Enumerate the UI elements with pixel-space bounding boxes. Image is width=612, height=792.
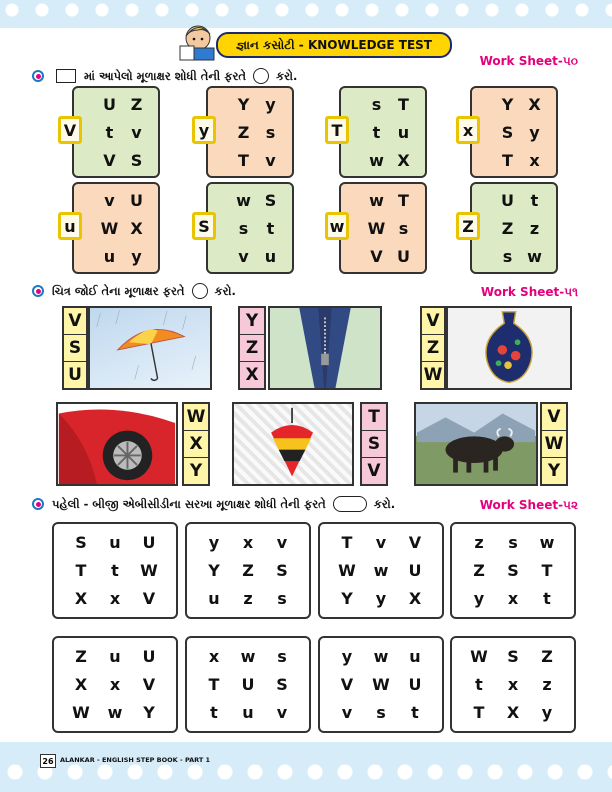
match-letter[interactable]: T	[541, 560, 553, 580]
match-letter[interactable]: V	[340, 674, 354, 694]
match-letter[interactable]: V	[408, 532, 422, 552]
letter-tile	[72, 86, 160, 178]
worksheet-51-label: Work Sheet-૫૧	[480, 285, 578, 299]
choice-letter[interactable]: u	[397, 122, 410, 142]
worksheet-52-label: Work Sheet-૫૨	[479, 498, 578, 512]
match-box	[52, 636, 178, 733]
key-letter-box: V	[58, 116, 82, 144]
choice-letter[interactable]: t	[530, 190, 539, 210]
key-letter-box: Z	[456, 212, 480, 240]
match-letter[interactable]: T	[341, 532, 353, 552]
match-letter[interactable]: y	[473, 589, 485, 609]
instruction-50: માં આપેલો મૂળાક્ષર શોધી તેની ફરતે કરો.	[32, 68, 297, 84]
yak-image	[414, 402, 538, 486]
match-letter[interactable]: w	[539, 532, 555, 552]
match-letter[interactable]: t	[111, 560, 119, 580]
choice-letter[interactable]: v	[104, 190, 115, 210]
match-letter[interactable]: y	[375, 589, 387, 609]
match-letter[interactable]: T	[473, 703, 485, 723]
match-letter[interactable]: W	[338, 560, 356, 580]
match-letter[interactable]: X	[506, 703, 520, 723]
match-letter[interactable]: U	[408, 560, 422, 580]
key-letter-box: S	[192, 212, 216, 240]
match-letter[interactable]: W	[372, 674, 390, 694]
letters-zipper: Y Z X	[238, 306, 266, 390]
choice-letter[interactable]: T	[502, 150, 513, 170]
match-letter[interactable]: S	[276, 674, 288, 694]
letter-tile	[206, 86, 294, 178]
letters-wheel: W X Y	[182, 402, 210, 486]
match-letter[interactable]: w	[240, 646, 256, 666]
choice-letter[interactable]: t	[372, 122, 381, 142]
choice-letter[interactable]: V	[103, 150, 116, 170]
choice-letter[interactable]: y	[131, 246, 142, 266]
choice-letter[interactable]: Y	[237, 94, 250, 114]
match-letter[interactable]: y	[541, 703, 553, 723]
key-letter-box: w	[325, 212, 349, 240]
choice-letter[interactable]: s	[398, 218, 409, 238]
match-letter[interactable]: Z	[242, 560, 254, 580]
match-letter[interactable]: y	[208, 532, 220, 552]
match-letter[interactable]: v	[341, 703, 353, 723]
choice-letter[interactable]: V	[370, 246, 383, 266]
choice-letter[interactable]: s	[265, 122, 276, 142]
match-letter[interactable]: U	[241, 674, 255, 694]
match-letter[interactable]: v	[276, 532, 288, 552]
key-letter-box: T	[325, 116, 349, 144]
match-box	[52, 522, 178, 619]
letters-umbrella: V S U	[62, 306, 88, 390]
choice-letter[interactable]: X	[130, 218, 143, 238]
choice-letter[interactable]: U	[103, 94, 116, 114]
match-letter[interactable]: X	[74, 674, 88, 694]
instruction-51: ચિત્ર જોઈ તેના મૂળાક્ષર ફરતે કરો.	[32, 283, 236, 299]
match-letter[interactable]: U	[408, 674, 422, 694]
choice-letter[interactable]: t	[105, 122, 114, 142]
choice-letter[interactable]: s	[238, 218, 249, 238]
match-letter[interactable]: W	[140, 560, 158, 580]
match-letter[interactable]: v	[276, 703, 288, 723]
match-letter[interactable]: S	[276, 560, 288, 580]
match-letter[interactable]: s	[508, 532, 518, 552]
match-letter[interactable]: U	[142, 532, 156, 552]
match-letter[interactable]: T	[75, 560, 87, 580]
match-letter[interactable]: t	[543, 589, 551, 609]
choice-letter[interactable]: S	[501, 122, 514, 142]
page-number: 26	[40, 754, 56, 768]
letter-tile	[339, 86, 427, 178]
choice-letter[interactable]: T	[238, 150, 249, 170]
match-letter[interactable]: S	[507, 560, 519, 580]
match-letter[interactable]: V	[142, 674, 156, 694]
choice-letter[interactable]: w	[527, 246, 542, 266]
match-letter[interactable]: t	[210, 703, 218, 723]
match-letter[interactable]: T	[208, 674, 220, 694]
match-box	[185, 522, 311, 619]
match-letter[interactable]: z	[474, 532, 484, 552]
match-letter[interactable]: z	[243, 589, 253, 609]
match-letter[interactable]: Y	[208, 560, 220, 580]
match-letter[interactable]: x	[109, 589, 121, 609]
umbrella-image	[88, 306, 212, 390]
match-letter[interactable]: X	[74, 589, 88, 609]
choice-letter[interactable]: Z	[237, 122, 250, 142]
choice-letter[interactable]: X	[528, 94, 541, 114]
match-letter[interactable]: s	[376, 703, 386, 723]
bottom-decor-band	[0, 742, 612, 792]
choice-letter[interactable]: Z	[130, 94, 143, 114]
oval-icon	[333, 496, 367, 512]
choice-letter[interactable]: T	[398, 94, 409, 114]
letters-vase: V Z W	[420, 306, 446, 390]
instruction-52: પહેલી - બીજી એબીસીડીના સરખા મૂળાક્ષર શોધી તેની ફરતે કરો.	[32, 496, 395, 512]
match-letter[interactable]: u	[242, 703, 254, 723]
circle-icon	[192, 283, 208, 299]
match-letter[interactable]: Y	[341, 589, 353, 609]
match-letter[interactable]: S	[507, 646, 519, 666]
choice-letter[interactable]: z	[529, 218, 540, 238]
match-box	[318, 522, 444, 619]
square-icon	[56, 69, 76, 83]
match-letter[interactable]: x	[242, 532, 254, 552]
choice-letter[interactable]: X	[397, 150, 410, 170]
match-letter[interactable]: W	[72, 703, 90, 723]
match-letter[interactable]: Y	[143, 703, 155, 723]
match-letter[interactable]: x	[208, 646, 220, 666]
match-letter[interactable]: s	[277, 589, 287, 609]
spinning-top-image	[232, 402, 354, 486]
match-letter[interactable]: w	[373, 646, 389, 666]
choice-letter[interactable]: w	[369, 190, 384, 210]
choice-letter[interactable]: t	[266, 218, 275, 238]
letter-tile	[470, 86, 558, 178]
choice-letter[interactable]: s	[502, 246, 513, 266]
choice-letter[interactable]: u	[103, 246, 116, 266]
choice-letter[interactable]: s	[371, 94, 382, 114]
match-letter[interactable]: w	[107, 703, 123, 723]
choice-letter[interactable]: T	[398, 190, 409, 210]
letters-yak: V W Y	[540, 402, 568, 486]
key-letter-box: u	[58, 212, 82, 240]
choice-letter[interactable]: v	[265, 150, 276, 170]
title-banner	[178, 22, 458, 62]
choice-letter[interactable]: y	[265, 94, 276, 114]
match-letter[interactable]: x	[507, 589, 519, 609]
choice-letter[interactable]: U	[397, 246, 410, 266]
key-letter-box: y	[192, 116, 216, 144]
bullet-icon	[32, 498, 44, 510]
choice-letter[interactable]: w	[236, 190, 251, 210]
match-letter[interactable]: y	[341, 646, 353, 666]
bullet-icon	[32, 285, 44, 297]
match-letter[interactable]: z	[542, 674, 552, 694]
match-letter[interactable]: w	[373, 560, 389, 580]
choice-letter[interactable]: U	[501, 190, 514, 210]
match-letter[interactable]: Z	[75, 646, 87, 666]
choice-letter[interactable]: x	[529, 150, 540, 170]
match-letter[interactable]: u	[109, 532, 121, 552]
match-letter[interactable]: V	[142, 589, 156, 609]
zipper-image	[268, 306, 382, 390]
choice-letter[interactable]: W	[367, 218, 386, 238]
choice-letter[interactable]: Z	[501, 218, 514, 238]
letter-tile	[72, 182, 160, 274]
match-letter[interactable]: Z	[541, 646, 553, 666]
match-letter[interactable]: v	[375, 532, 387, 552]
match-letter[interactable]: u	[208, 589, 220, 609]
choice-letter[interactable]: u	[264, 246, 277, 266]
match-letter[interactable]: W	[470, 646, 488, 666]
match-letter[interactable]: U	[142, 646, 156, 666]
page-title: જ્ઞાન કસોટી - KNOWLEDGE TEST	[216, 32, 452, 58]
letter-tile	[339, 182, 427, 274]
letters-top: T S V	[360, 402, 388, 486]
match-box	[450, 522, 576, 619]
vase-image	[446, 306, 572, 390]
match-letter[interactable]: X	[408, 589, 422, 609]
choice-letter[interactable]: v	[238, 246, 249, 266]
choice-letter[interactable]: W	[100, 218, 119, 238]
match-letter[interactable]: S	[75, 532, 87, 552]
wheel-image	[56, 402, 178, 486]
worksheet-50-label: Work Sheet-૫૦	[479, 54, 578, 68]
choice-letter[interactable]: S	[130, 150, 143, 170]
choice-letter[interactable]: S	[264, 190, 277, 210]
match-box	[450, 636, 576, 733]
match-letter[interactable]: x	[507, 674, 519, 694]
footer-text: ALANKAR - ENGLISH STEP BOOK - PART 1	[60, 756, 211, 764]
choice-letter[interactable]: Y	[501, 94, 514, 114]
match-box	[185, 636, 311, 733]
match-letter[interactable]: s	[277, 646, 287, 666]
choice-letter[interactable]: v	[131, 122, 142, 142]
letter-tile	[206, 182, 294, 274]
match-box	[318, 636, 444, 733]
choice-letter[interactable]: y	[529, 122, 540, 142]
choice-letter[interactable]: w	[369, 150, 384, 170]
match-letter[interactable]: u	[109, 646, 121, 666]
bullet-icon	[32, 70, 44, 82]
key-letter-box: x	[456, 116, 480, 144]
match-letter[interactable]: u	[409, 646, 421, 666]
circle-icon	[253, 68, 269, 84]
letter-tile	[470, 182, 558, 274]
match-letter[interactable]: t	[411, 703, 419, 723]
match-letter[interactable]: Z	[473, 560, 485, 580]
match-letter[interactable]: t	[475, 674, 483, 694]
choice-letter[interactable]: U	[130, 190, 143, 210]
match-letter[interactable]: x	[109, 674, 121, 694]
